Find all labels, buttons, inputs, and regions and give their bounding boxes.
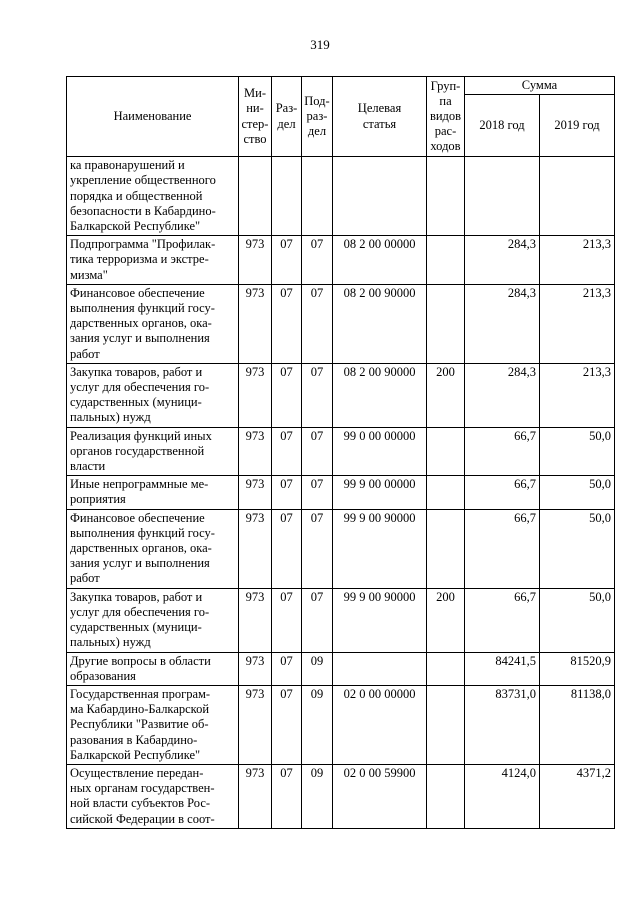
row-expense-group: 200	[427, 588, 465, 652]
row-expense-group	[427, 476, 465, 509]
row-sum-2019: 50,0	[540, 509, 615, 588]
row-sum-2018: 284,3	[465, 236, 540, 285]
row-ministry: 973	[239, 588, 272, 652]
row-target-article: 08 2 00 00000	[333, 236, 427, 285]
row-name-line: выполнения функций госу-	[70, 525, 215, 540]
row-name	[67, 764, 239, 828]
row-target-article: 08 2 00 90000	[333, 363, 427, 427]
row-name-line: роприятия	[70, 492, 126, 507]
table-row	[67, 157, 615, 236]
row-subsection: 09	[302, 652, 333, 685]
row-ministry: 973	[239, 236, 272, 285]
row-sum-2018	[465, 157, 540, 236]
row-name-line: Республики "Развитие об-	[70, 717, 209, 732]
row-name-line: работ	[70, 346, 100, 361]
row-name-line: Иные непрограммные ме-	[70, 477, 209, 492]
budget-table	[66, 76, 615, 829]
table-row	[67, 652, 615, 685]
row-name-line: Осуществление передан-	[70, 765, 204, 780]
row-name-line: тика терроризма и экстре-	[70, 252, 209, 267]
table-row	[67, 509, 615, 588]
row-sum-2019: 50,0	[540, 427, 615, 476]
row-sum-2018: 66,7	[465, 476, 540, 509]
row-section: 07	[272, 284, 302, 363]
row-name-line: Финансовое обеспечение	[70, 285, 205, 300]
row-target-article: 99 0 00 00000	[333, 427, 427, 476]
row-name	[67, 476, 239, 509]
row-expense-group	[427, 427, 465, 476]
row-target-article: 02 0 00 59900	[333, 764, 427, 828]
row-sum-2019: 50,0	[540, 588, 615, 652]
row-expense-group	[427, 236, 465, 285]
row-name-line: зания услуг и выполнения	[70, 556, 210, 571]
row-name-line: Государственная програм-	[70, 686, 211, 701]
row-name-line: органов государственной	[70, 443, 205, 458]
header-name: Наименование	[67, 77, 239, 157]
header-year-2018: 2018 год	[465, 95, 540, 157]
row-name-line: ной власти субъектов Рос-	[70, 796, 211, 811]
row-name-line: укрепление общественного	[70, 173, 216, 188]
row-section: 07	[272, 588, 302, 652]
row-name-line: мизма"	[70, 267, 108, 282]
row-name-line: ма Кабардино-Балкарской	[70, 702, 210, 717]
row-sum-2018: 84241,5	[465, 652, 540, 685]
row-name-line: зания услуг и выполнения	[70, 331, 210, 346]
header-year-2019: 2019 год	[540, 95, 615, 157]
row-subsection: 07	[302, 363, 333, 427]
row-sum-2018: 284,3	[465, 284, 540, 363]
row-name-line: сударственных (муници-	[70, 620, 202, 635]
row-ministry: 973	[239, 363, 272, 427]
row-name-line: дарственных органов, ока-	[70, 541, 212, 556]
table-row	[67, 236, 615, 285]
row-name-line: Балкарской Республике"	[70, 747, 201, 762]
row-name	[67, 284, 239, 363]
row-name-line: услуг для обеспечения го-	[70, 380, 210, 395]
page-number: 319	[310, 37, 330, 52]
row-sum-2018: 66,7	[465, 588, 540, 652]
row-section: 07	[272, 476, 302, 509]
row-sum-2019: 81520,9	[540, 652, 615, 685]
row-sum-2019: 213,3	[540, 363, 615, 427]
row-sum-2019: 213,3	[540, 284, 615, 363]
table-row	[67, 588, 615, 652]
row-name-line: ных органам государствен-	[70, 781, 215, 796]
row-ministry: 973	[239, 427, 272, 476]
row-target-article: 02 0 00 00000	[333, 685, 427, 764]
row-ministry: 973	[239, 509, 272, 588]
row-section: 07	[272, 363, 302, 427]
row-subsection	[302, 157, 333, 236]
row-name-line: разования в Кабардино-	[70, 732, 198, 747]
row-name-line: образования	[70, 668, 136, 683]
row-name-line: сударственных (муници-	[70, 395, 202, 410]
row-name-line: Подпрограмма "Профилак-	[70, 237, 216, 252]
row-name	[67, 363, 239, 427]
row-target-article: 99 9 00 90000	[333, 588, 427, 652]
row-target-article	[333, 652, 427, 685]
row-name-line: Финансовое обеспечение	[70, 510, 205, 525]
row-expense-group	[427, 764, 465, 828]
table-row	[67, 427, 615, 476]
row-name	[67, 236, 239, 285]
header-group: Груп- па видов рас- ходов	[427, 77, 465, 157]
row-expense-group	[427, 157, 465, 236]
row-sum-2018: 83731,0	[465, 685, 540, 764]
table-row	[67, 363, 615, 427]
row-target-article: 99 9 00 90000	[333, 509, 427, 588]
row-subsection: 07	[302, 284, 333, 363]
row-name	[67, 157, 239, 236]
row-sum-2018: 66,7	[465, 509, 540, 588]
row-section: 07	[272, 764, 302, 828]
row-sum-2019	[540, 157, 615, 236]
row-ministry: 973	[239, 764, 272, 828]
row-ministry: 973	[239, 284, 272, 363]
row-sum-2018: 284,3	[465, 363, 540, 427]
table-row	[67, 476, 615, 509]
row-sum-2019: 50,0	[540, 476, 615, 509]
row-section: 07	[272, 685, 302, 764]
table-row	[67, 685, 615, 764]
table-row	[67, 284, 615, 363]
row-ministry: 973	[239, 476, 272, 509]
row-name-line: услуг для обеспечения го-	[70, 604, 210, 619]
row-ministry: 973	[239, 652, 272, 685]
row-section	[272, 157, 302, 236]
row-name-line: Балкарской Республике"	[70, 219, 201, 234]
table-row	[67, 764, 615, 828]
row-subsection: 09	[302, 764, 333, 828]
header-subsection: Под- раз- дел	[302, 77, 333, 157]
row-name	[67, 509, 239, 588]
table-header	[67, 77, 615, 157]
row-target-article: 99 9 00 00000	[333, 476, 427, 509]
row-name-line: Закупка товаров, работ и	[70, 589, 203, 604]
row-name-line: Другие вопросы в области	[70, 653, 211, 668]
row-name	[67, 427, 239, 476]
row-expense-group	[427, 509, 465, 588]
row-subsection: 07	[302, 236, 333, 285]
row-subsection: 07	[302, 588, 333, 652]
row-name-line: Закупка товаров, работ и	[70, 364, 203, 379]
header-target: Целевая статья	[333, 77, 427, 157]
row-sum-2018: 66,7	[465, 427, 540, 476]
row-name	[67, 652, 239, 685]
row-target-article	[333, 157, 427, 236]
row-sum-2019: 4371,2	[540, 764, 615, 828]
row-sum-2019: 81138,0	[540, 685, 615, 764]
row-target-article: 08 2 00 90000	[333, 284, 427, 363]
row-name-line: Реализация функций иных	[70, 428, 212, 443]
row-subsection: 07	[302, 427, 333, 476]
row-expense-group	[427, 284, 465, 363]
row-name-line: порядка и общественной	[70, 188, 203, 203]
row-name-line: власти	[70, 459, 106, 474]
row-name-line: ка правонарушений и	[70, 158, 185, 173]
row-subsection: 07	[302, 509, 333, 588]
row-section: 07	[272, 652, 302, 685]
header-section: Раз- дел	[272, 77, 302, 157]
row-ministry: 973	[239, 685, 272, 764]
row-name-line: выполнения функций госу-	[70, 301, 215, 316]
row-name	[67, 685, 239, 764]
row-name-line: дарственных органов, ока-	[70, 316, 212, 331]
table-body	[67, 157, 615, 829]
row-ministry	[239, 157, 272, 236]
row-sum-2019: 213,3	[540, 236, 615, 285]
row-section: 07	[272, 236, 302, 285]
row-section: 07	[272, 509, 302, 588]
row-expense-group	[427, 685, 465, 764]
row-name-line: пальных) нужд	[70, 635, 151, 650]
row-expense-group	[427, 652, 465, 685]
row-subsection: 09	[302, 685, 333, 764]
header-ministry: Ми- ни- стер- ство	[239, 77, 272, 157]
row-name-line: сийской Федерации в соот-	[70, 811, 215, 826]
row-name-line: работ	[70, 571, 100, 586]
row-name-line: безопасности в Кабардино-	[70, 203, 216, 218]
row-name	[67, 588, 239, 652]
row-sum-2018: 4124,0	[465, 764, 540, 828]
row-name-line: пальных) нужд	[70, 410, 151, 425]
row-expense-group: 200	[427, 363, 465, 427]
row-subsection: 07	[302, 476, 333, 509]
row-section: 07	[272, 427, 302, 476]
header-sum: Сумма	[465, 77, 615, 95]
